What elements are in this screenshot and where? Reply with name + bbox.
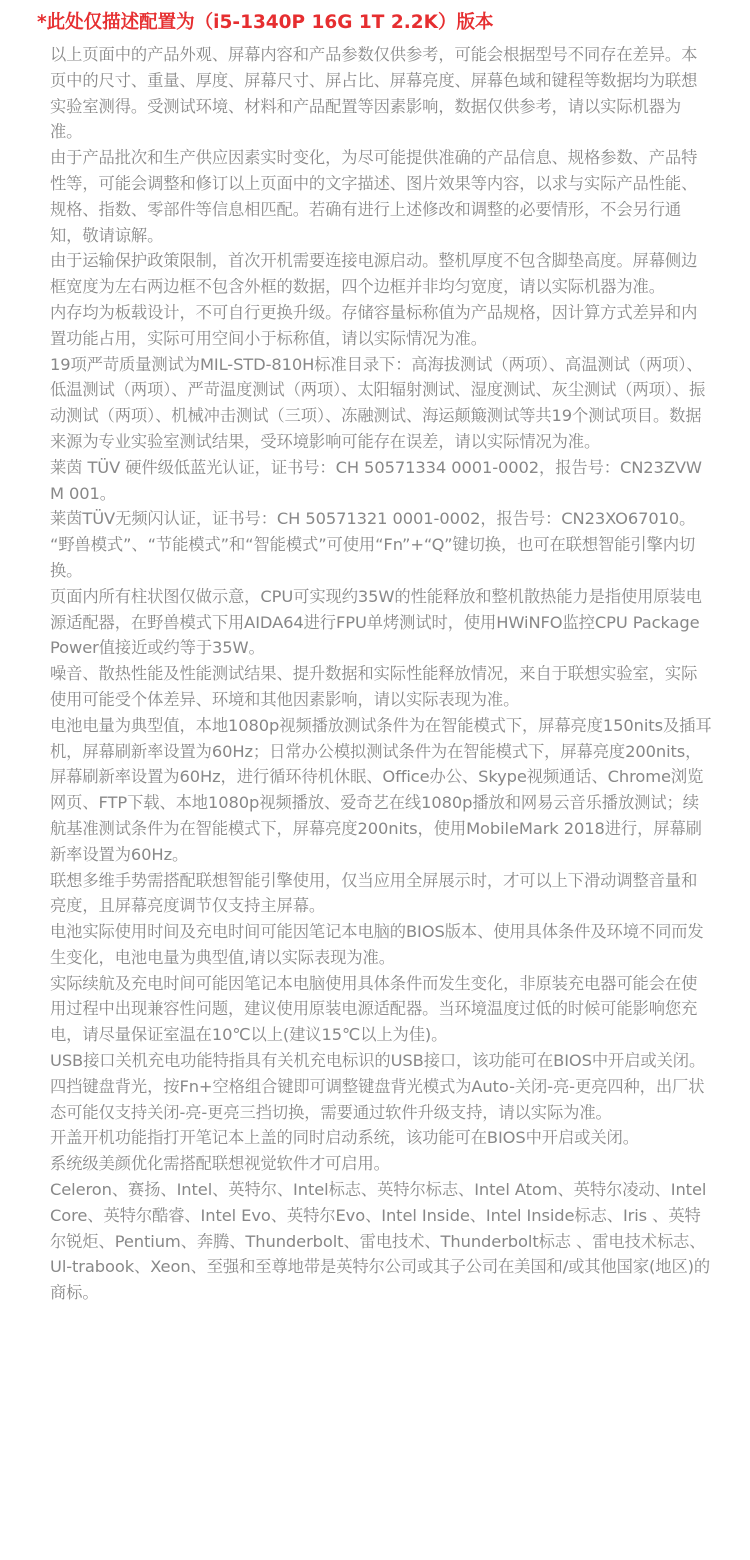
disclaimer-paragraph: 莱茵 TÜV 硬件级低蓝光认证，证书号：CH 50571334 0001-0002，报告号：CN23ZVWM 001。 [50, 457, 702, 503]
disclaimer-paragraph: 由于产品批次和生产供应因素实时变化，为尽可能提供准确的产品信息、规格参数、产品特性等，可能会调整和修订以上页面中的文字描述、图片效果等内容，以求与实际产品性能、规格、指数、零部件等信息相匹配。若确有进行上述修改和调整的必要情形，不会另行通知，敬请谅解。 [50, 148, 698, 245]
disclaimer-paragraph: 联想多维手势需搭配联想智能引擎使用，仅当应用全屏展示时，才可以上下滑动调整音量和亮度，且屏幕亮度调节仅支持主屏幕。 [50, 870, 698, 916]
disclaimer-paragraph: Celeron、赛扬、Intel、英特尔、Intel标志、英特尔标志、Intel Atom、英特尔凌动、Intel Core、英特尔酷睿、Intel Evo、英特尔Evo、Intel Inside、Intel Inside标志、Iris 、英特尔锐炬、Pentium、奔腾、Thunderbolt、雷电技术、Thunderbolt标志 、雷电技术标志、Ul-trabook、Xeon、至强和至尊地带是英特尔公司或其子公司在美国和/或其他国家(地区)的商标。 [50, 1180, 711, 1303]
disclaimer-paragraph: 由于运输保护政策限制，首次开机需要连接电源启动。整机厚度不包含脚垫高度。屏幕侧边框宽度为左右两边框不包含外框的数据，四个边框并非均匀宽度，请以实际机器为准。 [50, 251, 698, 297]
disclaimer-paragraph: 以上页面中的产品外观、屏幕内容和产品参数仅供参考，可能会根据型号不同存在差异。本页中的尺寸、重量、厚度、屏幕尺寸、屏占比、屏幕亮度、屏幕色域和键程等数据均为联想实验室测得。受测试环境、材料和产品配置等因素影响，数据仅供参考，请以实际机器为准。 [50, 45, 698, 142]
disclaimer-paragraph: 莱茵TÜV无频闪认证，证书号：CH 50571321 0001-0002，报告号：CN23XO67010。 [50, 509, 696, 529]
disclaimer-paragraph: 噪音、散热性能及性能测试结果、提升数据和实际性能释放情况，来自于联想实验室，实际使用可能受个体差异、环境和其他因素影响，请以实际表现为准。 [50, 664, 698, 709]
disclaimer-paragraph: 19项严苛质量测试为MIL-STD-810H标准目录下：高海拔测试（两项）、高温测试（两项）、低温测试（两项）、严苛温度测试（两项）、太阳辐射测试、湿度测试、灰尘测试（两项）、振动测试（两项）、机械冲击测试（三项）、冻融测试、海运颠簸测试等共19个测试项目。数据来源为专业实验室测试结果，受环境影响可能存在误差，请以实际情况为准。 [50, 354, 706, 451]
disclaimer-paragraph: USB接口关机充电功能特指具有关机充电标识的USB接口，该功能可在BIOS中开启或关闭。 [50, 1051, 706, 1071]
disclaimer-paragraph: 内存均为板载设计，不可自行更换升级。存储容量标称值为产品规格，因计算方式差异和内置功能占用，实际可用空间小于标称值，请以实际情况为准。 [50, 302, 698, 348]
disclaimer-paragraph: 电池电量为典型值，本地1080p视频播放测试条件为在智能模式下，屏幕亮度150nits及插耳机，屏幕刷新率设置为60Hz；日常办公模拟测试条件为在智能模式下，屏幕亮度200nits，屏幕刷新率设置为60Hz，进行循环待机休眠、Office办公、Skype视频通话、Chrome浏览网页、FTP下载、本地1080p视频播放、爱奇艺在线1080p播放和网易云音乐播放测试；续航基准测试条件为在智能模式下，屏幕亮度200nits，使用MobileMark 2018进行，屏幕刷新率设置为60Hz。 [50, 715, 712, 864]
disclaimer-paragraph: 开盖开机功能指打开笔记本上盖的同时启动系统，该功能可在BIOS中开启或关闭。 [50, 1128, 639, 1148]
disclaimer-paragraph: 系统级美颜优化需搭配联想视觉软件才可启用。 [50, 1154, 390, 1174]
disclaimer-paragraph: 电池实际使用时间及充电时间可能因笔记本电脑的BIOS版本、使用具体条件及环境不同而发生变化，电池电量为典型值,请以实际表现为准。 [50, 922, 704, 967]
disclaimer-notes [50, 42, 712, 1306]
config-title: *此处仅描述配置为（i5-1340P 16G 1T 2.2K）版本 [37, 12, 494, 33]
disclaimer-paragraph: 四挡键盘背光，按Fn+空格组合键即可调整键盘背光模式为Auto-关闭-亮-更亮四种，出厂状态可能仅支持关闭-亮-更亮三挡切换，需要通过软件升级支持，请以实际为准。 [50, 1076, 705, 1122]
disclaimer-paragraph: 页面内所有柱状图仅做示意，CPU可实现约35W的性能释放和整机散热能力是指使用原装电源适配器，在野兽模式下用AIDA64进行FPU单烤测试时，使用HWiNFO监控CPU Package Power值接近或约等于35W。 [50, 586, 702, 658]
disclaimer-paragraph: “野兽模式”、“节能模式”和“智能模式”可使用“Fn”+“Q”键切换，也可在联想智能引擎内切换。 [50, 535, 696, 580]
disclaimer-paragraph: 实际续航及充电时间可能因笔记本电脑使用具体条件而发生变化，非原装充电器可能会在使用过程中出现兼容性问题，建议使用原装电源适配器。当环境温度过低的时候可能影响您充电，请尽量保证室温在10℃以上(建议15℃以上为佳)。 [50, 973, 698, 1045]
